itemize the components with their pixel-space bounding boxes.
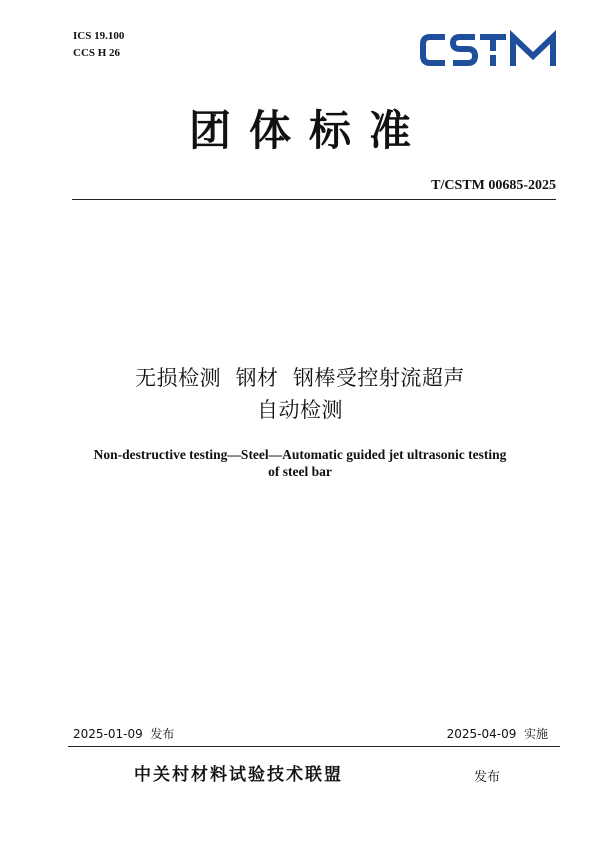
implementation-date: 2025-04-09 实施 [446, 727, 548, 741]
ccs-code: CCS H 26 [73, 47, 121, 59]
title-english-line-2: of steel bar [268, 464, 332, 479]
standard-number: T/CSTM 00685-2025 [431, 178, 556, 193]
title-chinese-line-1: 无损检测 钢材 钢棒受控射流超声 [135, 366, 465, 390]
title-english-line-1: Non-destructive testing—Steel—Automatic guided jet ultrasonic testing [93, 447, 507, 462]
standard-type-heading: 团体标准 [188, 106, 429, 155]
publish-date: 2025-01-09 发布 [73, 727, 175, 741]
publisher-name: 中关村材料试验技术联盟 [134, 765, 343, 785]
cstm-logo [418, 28, 558, 72]
header-divider [72, 199, 556, 200]
footer-divider [68, 746, 560, 747]
ics-code: ICS 19.100 [73, 30, 125, 42]
publisher-action: 发布 [474, 770, 501, 785]
title-chinese-line-2: 自动检测 [257, 398, 343, 422]
